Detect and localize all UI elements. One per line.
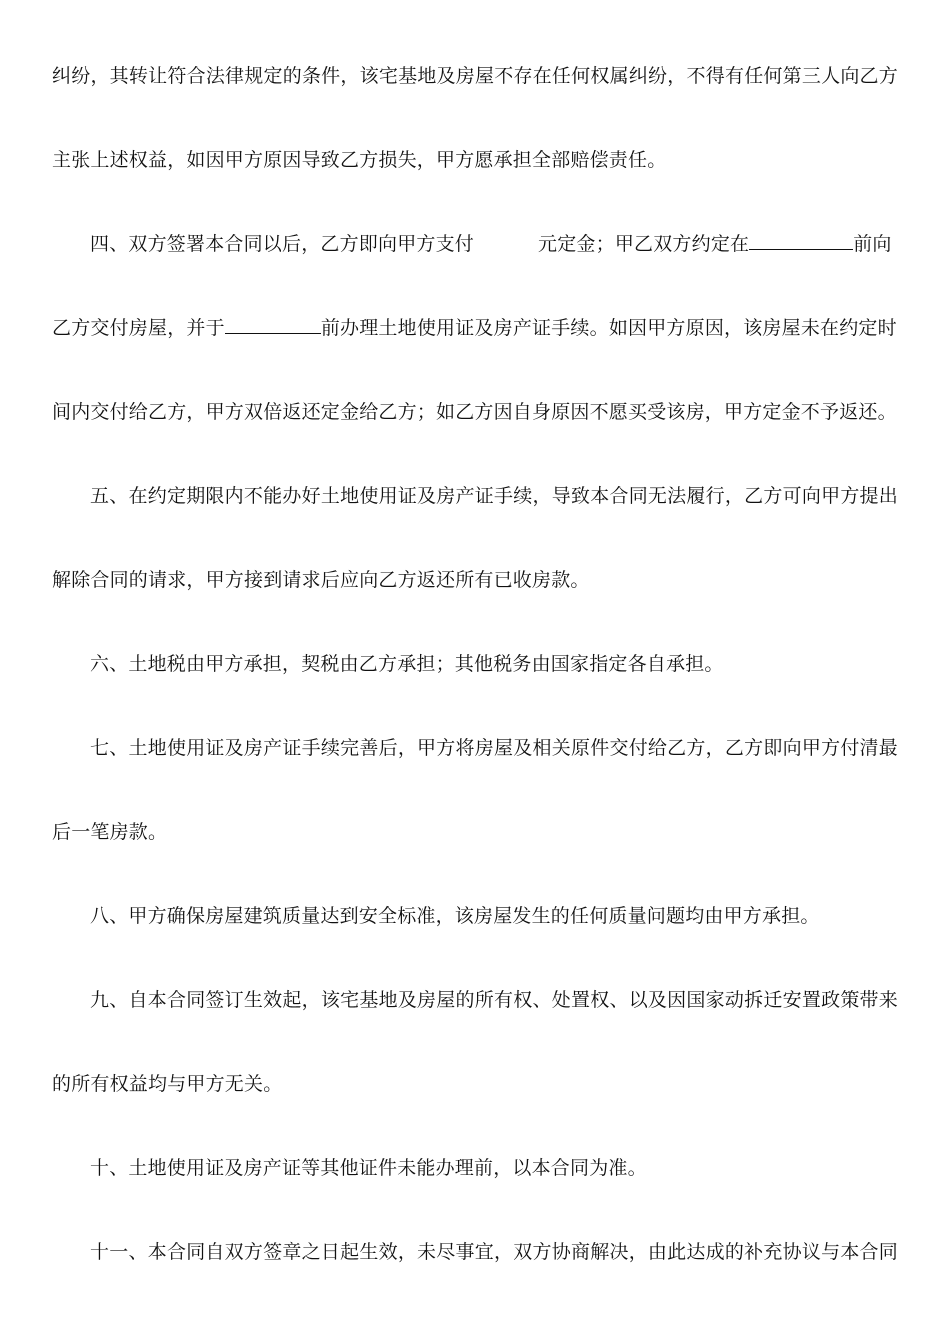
paragraph-7-line-2: 后一笔房款。 — [52, 821, 168, 843]
paragraph-10-line-1: 十、土地使用证及房产证等其他证件未能办理前，以本合同为准。 — [90, 1157, 647, 1179]
clause-4-text-c: 前向 — [853, 233, 892, 255]
clause-4-text-b: 元定金；甲乙双方约定在 — [538, 233, 750, 255]
paragraph-5-line-2: 解除合同的请求，甲方接到请求后应向乙方返还所有已收房款。 — [52, 569, 590, 591]
clause-4-text-e: 前办理土地使用证及房产证手续。如因甲方原因，该房屋未在约定时 — [320, 317, 897, 339]
paragraph-9-line-2: 的所有权益均与甲方无关。 — [52, 1073, 283, 1095]
paragraph-3-line-2: 主张上述权益，如因甲方原因导致乙方损失，甲方愿承担全部赔偿责任。 — [52, 149, 667, 171]
paragraph-8-line-1: 八、甲方确保房屋建筑质量达到安全标准，该房屋发生的任何质量问题均由甲方承担。 — [90, 905, 820, 927]
paragraph-3-line-1: 纠纷，其转让符合法律规定的条件，该宅基地及房屋不存在任何权属纠纷，不得有任何第三人向乙方 — [52, 65, 898, 87]
paragraph-7-line-1: 七、土地使用证及房产证手续完善后，甲方将房屋及相关原件交付给乙方，乙方即向甲方付清最 — [90, 737, 898, 759]
clause-4-text-d: 乙方交付房屋，并于 — [52, 317, 225, 339]
paragraph-6-line-1: 六、土地税由甲方承担，契税由乙方承担；其他税务由国家指定各自承担。 — [90, 653, 724, 675]
clause-4-text-a: 四、双方签署本合同以后，乙方即向甲方支付 — [90, 233, 475, 255]
certificate-date-blank — [225, 313, 321, 334]
paragraph-4-line-2 — [52, 313, 898, 343]
paragraph-9-line-1: 九、自本合同签订生效起，该宅基地及房屋的所有权、处置权、以及因国家动拆迁安置政策带来 — [90, 989, 898, 1011]
paragraph-11-line-1: 十一、本合同自双方签章之日起生效，未尽事宜，双方协商解决，由此达成的补充协议与本合同 — [90, 1241, 898, 1263]
paragraph-4-line-3: 间内交付给乙方，甲方双倍返还定金给乙方；如乙方因自身原因不愿买受该房，甲方定金不予返还。 — [52, 401, 897, 423]
handover-date-blank — [749, 229, 853, 250]
paragraph-5-line-1: 五、在约定期限内不能办好土地使用证及房产证手续，导致本合同无法履行，乙方可向甲方提出 — [90, 485, 898, 507]
paragraph-4-line-1 — [90, 229, 898, 259]
